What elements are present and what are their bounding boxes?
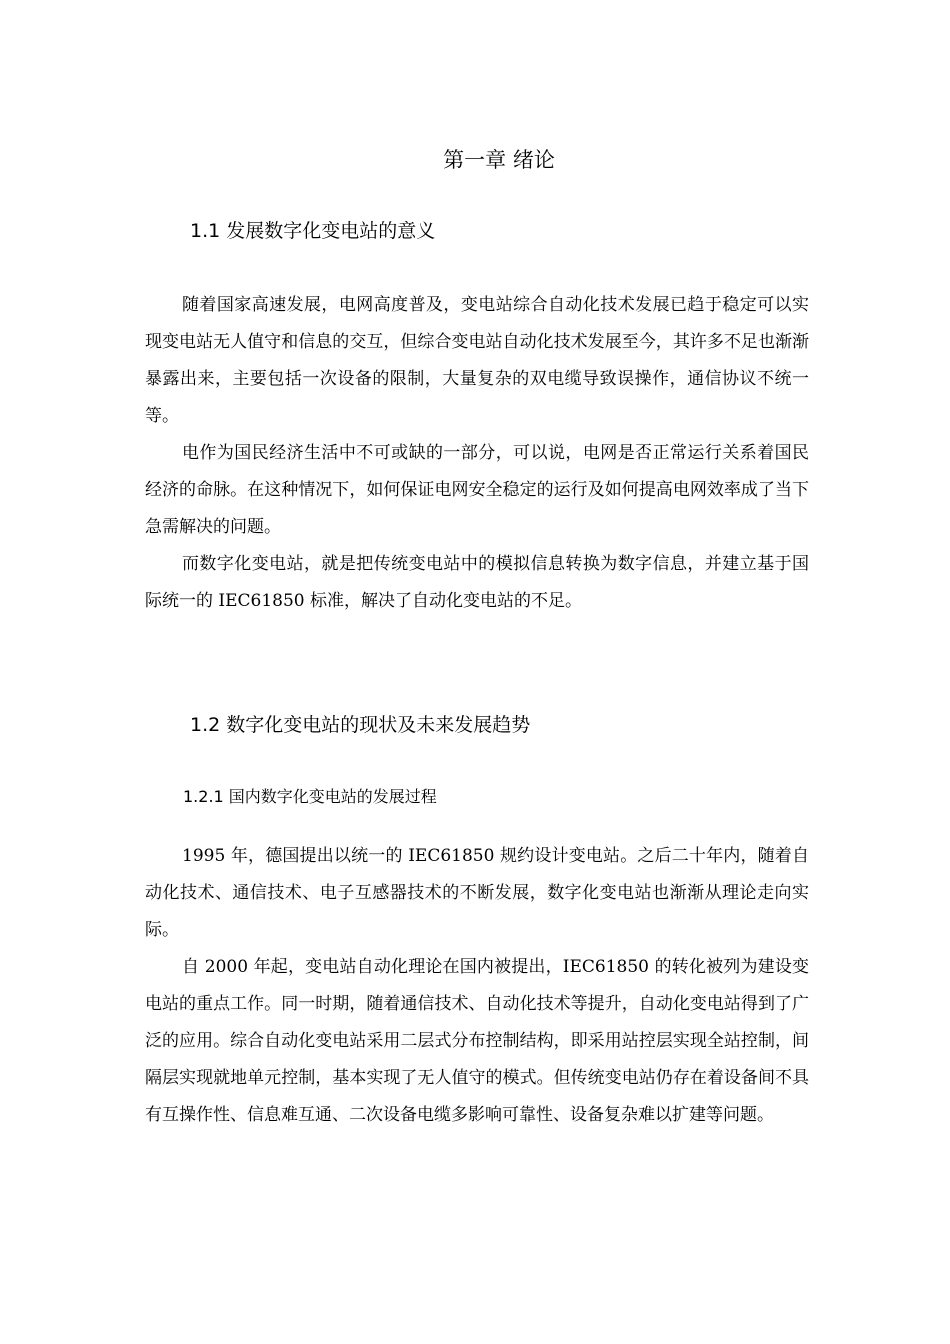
paragraph: 随着国家高速发展，电网高度普及，变电站综合自动化技术发展已趋于稳定可以实现变电站无人值守和信息的交互，但综合变电站自动化技术发展至今，其许多不足也渐渐暴露出来，主要包括一次设备的限制，大量复杂的双电缆导致误操作，通信协议不统一等。 xyxy=(145,295,809,426)
paragraph: 自 2000 年起，变电站自动化理论在国内被提出，IEC61850 的转化被列为建设变电站的重点工作。同一时期，随着通信技术、自动化技术等提升，自动化变电站得到了广泛的应用。综合自动化变电站采用二层式分布控制结构，即采用站控层实现全站控制，间隔层实现就地单元控制，基本实现了无人值守的模式。但传统变电站仍存在着设备间不具有互操作性、信息难互通、二次设备电缆多影响可靠性、设备复杂难以扩建等问题。 xyxy=(145,957,809,1125)
section-heading-1-1: 1.1 发展数字化变电站的意义 xyxy=(190,220,436,242)
section-heading-1-2: 1.2 数字化变电站的现状及未来发展趋势 xyxy=(190,714,531,736)
chapter-title: 第一章 绪论 xyxy=(443,148,555,172)
paragraph: 而数字化变电站，就是把传统变电站中的模拟信息转换为数字信息，并建立基于国际统一的 IEC61850 标准，解决了自动化变电站的不足。 xyxy=(145,554,809,611)
paragraph: 1995 年，德国提出以统一的 IEC61850 规约设计变电站。之后二十年内，随着自动化技术、通信技术、电子互感器技术的不断发展，数字化变电站也渐渐从理论走向实际。 xyxy=(145,846,809,940)
paragraph: 电作为国民经济生活中不可或缺的一部分，可以说，电网是否正常运行关系着国民经济的命脉。在这种情况下，如何保证电网安全稳定的运行及如何提高电网效率成了当下急需解决的问题。 xyxy=(145,443,809,537)
subsection-heading-1-2-1: 1.2.1 国内数字化变电站的发展过程 xyxy=(183,787,437,806)
